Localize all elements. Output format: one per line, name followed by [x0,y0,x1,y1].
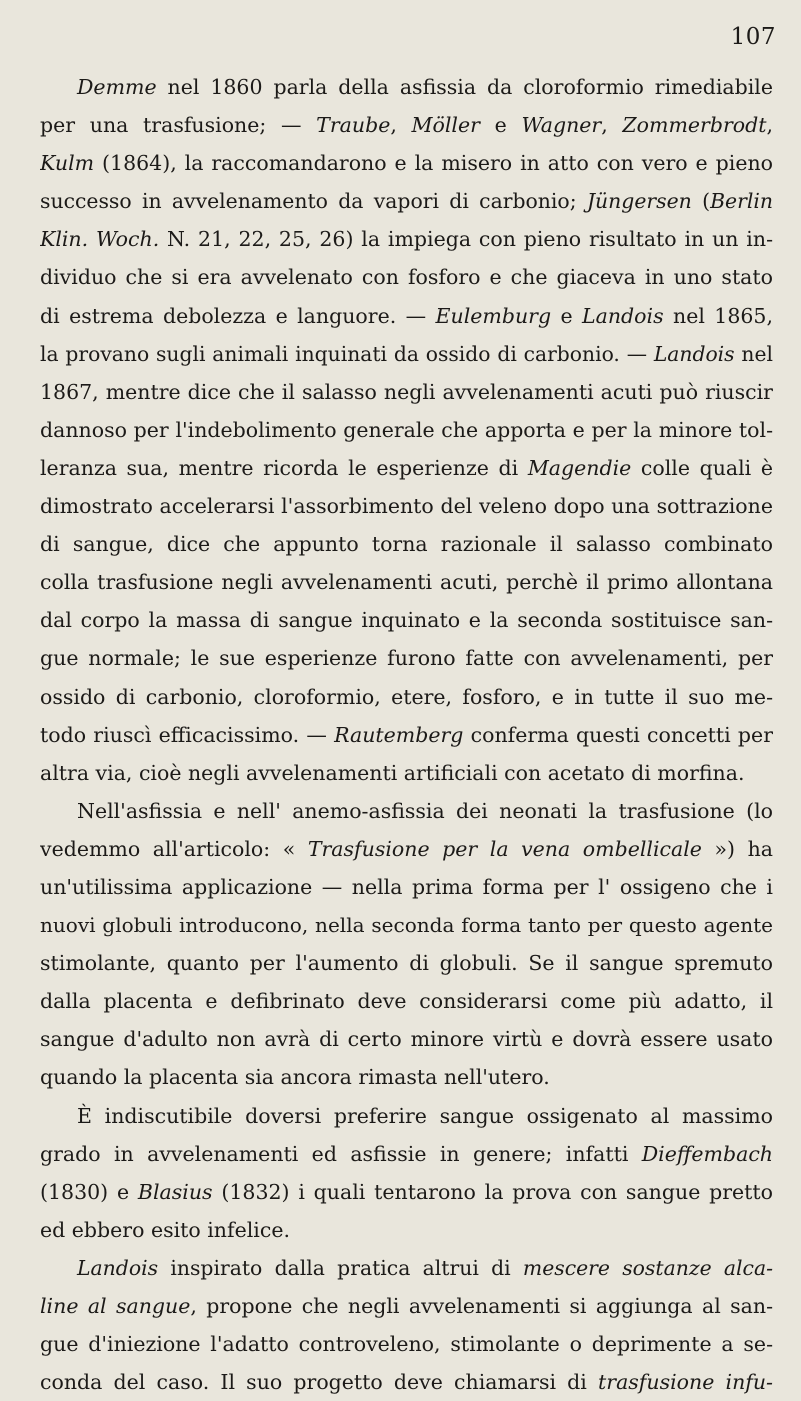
text-segment: , propone che negli avvelenamenti si aggiunga al san- [190,1294,773,1318]
italic-text: Demme [77,75,157,99]
text-line [40,297,773,335]
text-segment: stimolante, quanto per l'aumento di globuli. Se il sangue spremuto [40,951,773,976]
text-segment: nel 1860 parla della asfissia da cloroformio rimediabile [156,75,773,99]
italic-text: Zommerbrodt [622,113,767,138]
text-line [40,1173,773,1211]
text-segment: altra via, cioè negli avvelenamenti artificiali con acetato di morfina. [40,760,745,785]
text-segment: (1864), la raccomandarono e la misero in atto con vero e pieno [94,151,773,176]
text-segment: (1830) e [40,1179,138,1204]
text-line [40,144,773,182]
italic-text: Kulm [40,151,95,176]
text-segment: Nell'asfissia e nell' anemo-asfissia dei neonati la trasfusione (lo [77,798,773,823]
text-segment: leranza sua, mentre ricorda le esperienze di [40,455,528,480]
text-line [40,678,773,716]
text-segment: gue normale; le sue esperienze furono fatte con avvelenamenti, per [40,646,773,671]
text-segment: inspirato dalla pratica altrui di [158,1255,523,1280]
text-line [40,944,773,982]
text-line [40,639,773,677]
text-segment: gue d'iniezione l'adatto controveleno, stimolante o deprimente a se- [40,1332,773,1357]
text-segment: conferma questi concetti per [463,722,773,747]
text-segment: nuovi globuli introducono, nella seconda forma tanto per questo agente [40,913,773,938]
text-line [40,68,773,106]
text-segment: , [766,113,773,138]
text-line [40,220,773,258]
italic-text: Landois [77,1255,159,1280]
text-line [40,1058,773,1096]
text-segment: di sangue, dice che appunto torna razionale il salasso combinato [40,532,773,557]
text-line [40,525,773,563]
text-line [40,1135,773,1173]
text-segment: (1832) i quali tentarono la prova con sangue pretto [212,1179,773,1204]
italic-text: line al sangue [40,1294,191,1318]
italic-text: Möller [411,113,480,138]
text-segment: grado in avvelenamenti ed asfissie in genere; infatti [40,1141,642,1166]
text-line [40,449,773,487]
text-segment: dal corpo la massa di sangue inquinato e la seconda sostituisce san- [40,608,773,633]
text-line [40,792,773,830]
text-segment: successo in avvelenamento da vapori di carbonio; [40,189,587,214]
text-segment: È indiscutibile doversi preferire sangue ossigenato al massimo [77,1103,773,1128]
text-segment: un'utilissima applicazione — nella prima forma per l' ossigeno che i [40,874,773,899]
text-segment: todo riuscì efficacissimo. — [40,722,335,747]
text-line [40,1287,773,1325]
text-line [40,716,773,754]
text-segment: quando la placenta sia ancora rimasta nell'utero. [40,1065,550,1090]
text-segment: ossido di carbonio, cloroformio, etere, fosforo, e in tutte il suo me- [40,684,773,709]
text-line [40,1211,773,1249]
body-text [40,68,773,1401]
page-number: 107 [730,24,776,50]
text-segment: dividuo che si era avvelenato con fosforo e che giaceva in uno stato [40,265,773,290]
text-segment: dimostrato accelerarsi l'assorbimento del veleno dopo una sottrazione [40,494,773,519]
text-line [40,868,773,906]
italic-text: Landois [582,303,664,328]
text-line [40,258,773,296]
italic-text: Klin. Woch. [40,227,160,252]
text-line [40,411,773,449]
text-segment: ») ha [701,836,773,861]
text-segment: vedemmo all'articolo: « [40,836,308,861]
text-line [40,563,773,601]
text-segment: sangue d'adulto non avrà di certo minore virtù e dovrà essere usato [40,1027,773,1052]
text-segment: colla trasfusione negli avvelenamenti acuti, perchè il primo allontana [40,570,773,595]
text-line [40,1020,773,1058]
text-segment: e [551,303,583,328]
italic-text: Dieffembach [641,1141,773,1166]
italic-text: Wagner [521,113,602,138]
text-segment: ed ebbero esito infelice. [40,1217,290,1242]
text-line [40,982,773,1020]
text-line [40,906,773,944]
italic-text: Eulemburg [435,303,552,328]
text-line [40,1097,773,1135]
italic-text: Rautemberg [334,722,464,747]
text-line [40,1363,773,1401]
text-line [40,830,773,868]
text-segment: dannoso per l'indebolimento generale che apporta e per la minore tol- [40,417,773,442]
text-segment: , [601,113,623,138]
text-segment: conda del caso. Il suo progetto deve chiamarsi di [40,1370,599,1395]
text-segment: di estrema debolezza e languore. — [40,303,436,328]
text-segment: nel 1865, [663,303,773,328]
italic-text: Blasius [137,1179,213,1204]
italic-text: mescere sostanze alca- [522,1255,773,1280]
text-segment: colle quali è [631,455,773,480]
text-line [40,1249,773,1287]
italic-text: Jüngersen [586,189,692,214]
text-segment: ( [691,189,711,214]
text-segment: nel [734,341,773,366]
text-segment: per una trasfusione; — [40,113,317,138]
text-segment: 1867, mentre dice che il salasso negli avvelenamenti acuti può riuscir [40,379,773,404]
text-segment: , [390,113,412,138]
text-line [40,754,773,792]
text-line [40,106,773,144]
text-segment: e [479,113,522,138]
italic-text: trasfusione infu- [598,1370,773,1395]
text-segment: la provano sugli animali inquinati da ossido di carbonio. — [40,341,654,366]
text-line [40,487,773,525]
italic-text: Trasfusione per la vena ombellicale [307,836,702,861]
italic-text: Magendie [527,455,632,480]
text-segment: dalla placenta e defibrinato deve considerarsi come più adatto, il [40,989,773,1014]
italic-text: Berlin [710,189,773,214]
text-line [40,1325,773,1363]
text-line [40,182,773,220]
text-line [40,601,773,639]
italic-text: Landois [653,341,735,366]
text-line [40,335,773,373]
text-line [40,373,773,411]
text-segment: N. 21, 22, 25, 26) la impiega con pieno risultato in un in- [159,227,773,252]
italic-text: Traube [316,113,391,138]
